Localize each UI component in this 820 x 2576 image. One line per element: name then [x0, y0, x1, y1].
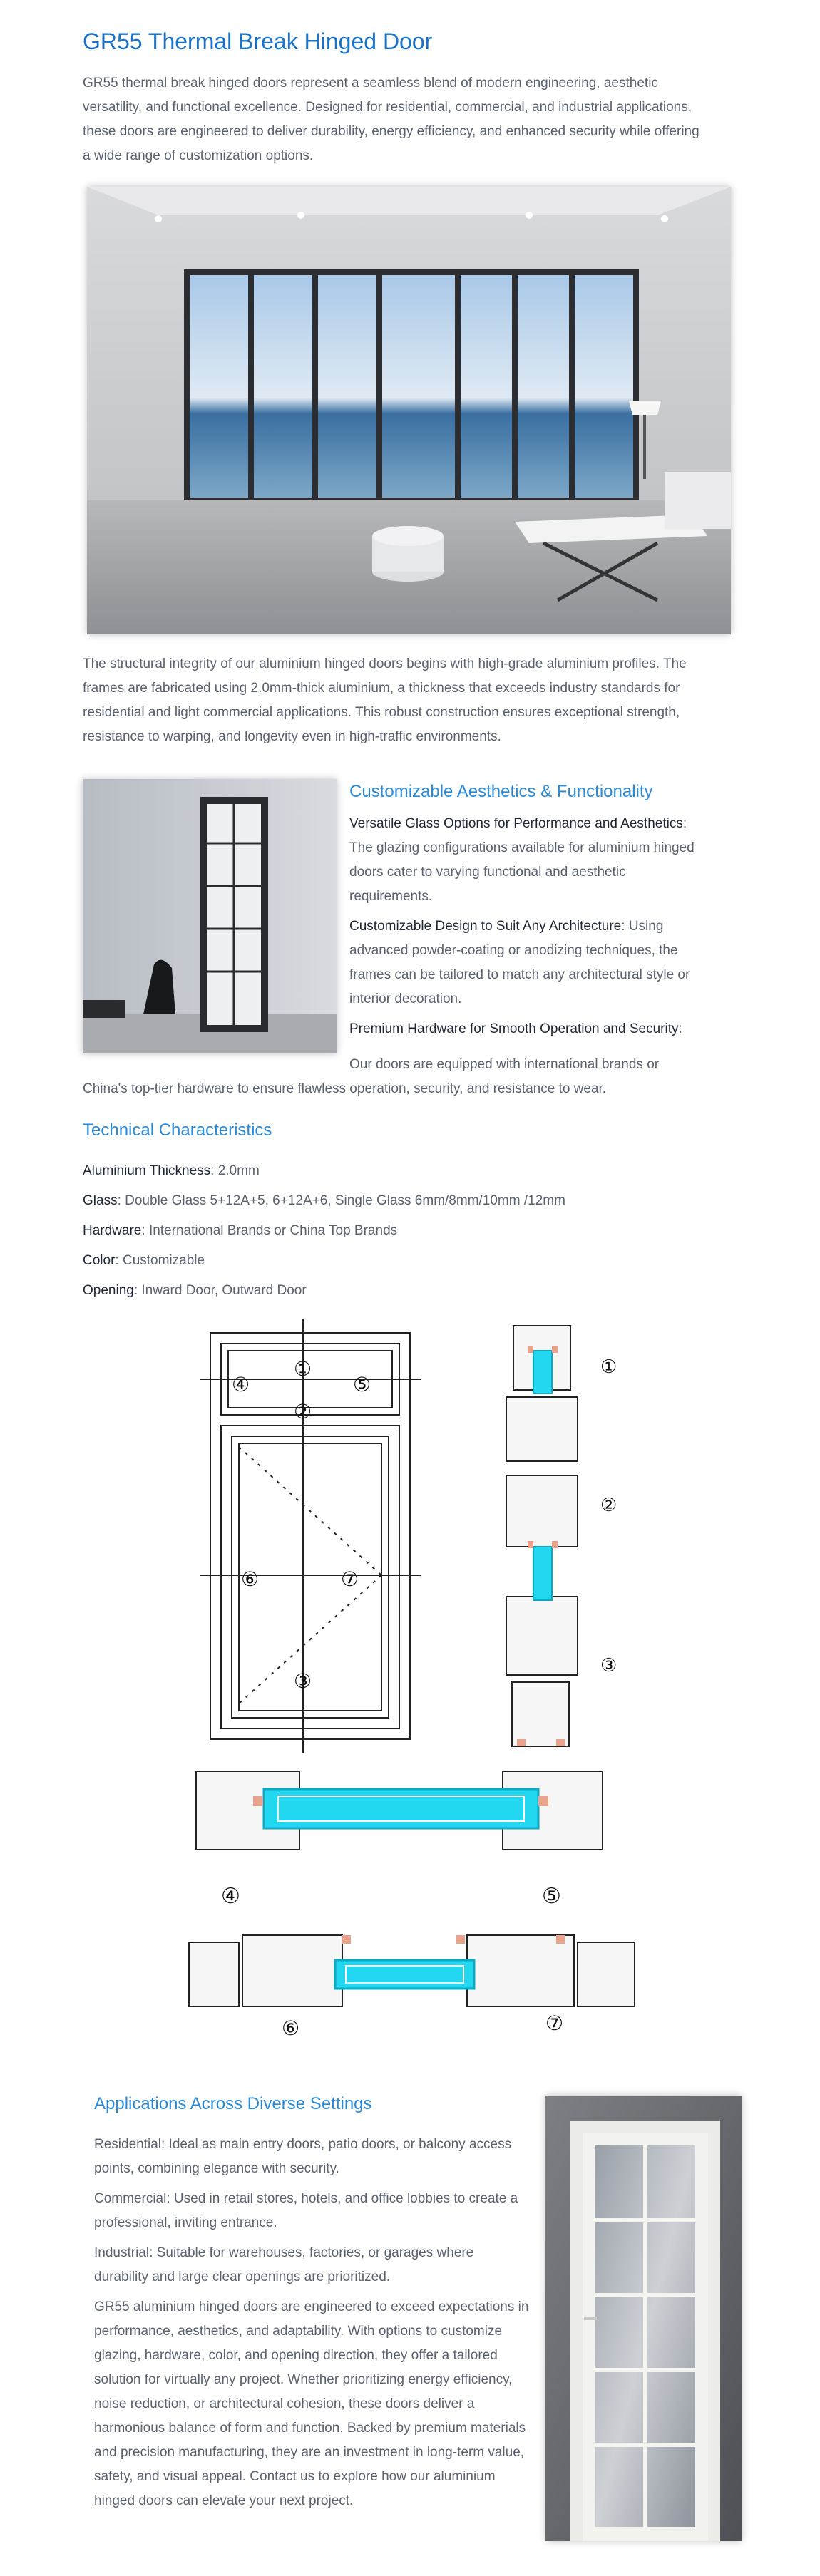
hero-photo — [87, 187, 731, 634]
aesthetics-item-text-wrap: Our doors are equipped with international brands or China's top-tier hardware to ensure flawless operation, security, and resistance to wear. — [83, 1057, 660, 1096]
section-marker-5: ⑤ — [542, 1884, 561, 1909]
marker-5: ⑤ — [353, 1373, 371, 1396]
tech-value: International Brands or China Top Brands — [148, 1223, 398, 1238]
marker-1: ① — [294, 1357, 312, 1381]
section-marker-2: ② — [600, 1495, 617, 1516]
tech-row-hardware: Hardware: International Brands or China Top Brands — [83, 1223, 398, 1238]
tech-value: Double Glass 5+12A+5, 6+12A+6, Single Glass 6mm/8mm/10mm /12mm — [125, 1193, 565, 1208]
applications-paragraph: GR55 aluminium hinged doors are engineered to exceed expectations in performance, aesthetics, and adaptability. With options to customize glazing, hardware, color, and opening direction, they offer a tailored solution for virtually any project. Whether prioritizing energy efficiency, noise reduction, or architectural cohesion, these doors deliver a harmonious balance of form and function. Backed by premium materials and precision manufacturing, they are an investment in long-term value, safety, and visual appeal. Contact us to explore how our aluminium hinged doors can elevate your next project. — [94, 2299, 529, 2508]
applications-heading: Applications Across Diverse Settings — [94, 2094, 372, 2113]
tech-row-color: Color: Customizable — [83, 1253, 205, 1268]
marker-3: ③ — [294, 1669, 312, 1693]
door-photo — [83, 779, 337, 1053]
white-door-photo — [545, 2096, 742, 2541]
applications-paragraph: Industrial: Suitable for warehouses, factories, or garages where durability and large clear openings are prioritized. — [94, 2245, 474, 2284]
section-marker-6: ⑥ — [282, 2016, 300, 2040]
section-marker-1: ① — [600, 1356, 617, 1378]
tech-value: 2.0mm — [217, 1163, 260, 1178]
tech-row-thickness: Aluminium Thickness: 2.0mm — [83, 1163, 260, 1178]
applications-text — [94, 2133, 529, 2513]
aesthetics-item-text: The glazing configurations available for aluminium hinged doors cater to varying functional and aesthetic requirements. — [349, 840, 695, 904]
aesthetics-item-label: Premium Hardware for Smooth Operation and Security — [349, 1021, 679, 1036]
tech-value: Inward Door, Outward Door — [141, 1283, 307, 1298]
applications-paragraph: Commercial: Used in retail stores, hotels, and office lobbies to create a professional, inviting entrance. — [94, 2191, 518, 2230]
page-title: GR55 Thermal Break Hinged Door — [83, 29, 433, 54]
section-marker-4: ④ — [221, 1884, 240, 1909]
tech-label: Aluminium Thickness — [83, 1163, 211, 1178]
aesthetics-item: Premium Hardware for Smooth Operation and Security: — [349, 1021, 682, 1036]
tech-value: Customizable — [122, 1253, 205, 1268]
aesthetics-item: Versatile Glass Options for Performance and Aesthetics: The glazing configurations available for aluminium hinged doors cater to varying functional and aesthetic requirements. — [349, 816, 695, 904]
tech-row-opening: Opening: Inward Door, Outward Door — [83, 1283, 307, 1298]
aesthetics-item-label: Customizable Design to Suit Any Architecture — [349, 919, 622, 934]
structural-paragraph: The structural integrity of our aluminium hinged doors begins with high-grade aluminium profiles. The frames are fabricated using 2.0mm-thick aluminium, a thickness that exceeds industry standards for residential and light commercial applications. This robust construction ensures exceptional strength, resistance to warping, and longevity even in high-traffic environments. — [83, 656, 687, 744]
technical-heading: Technical Characteristics — [83, 1120, 272, 1140]
marker-4: ④ — [232, 1373, 250, 1396]
marker-7: ⑦ — [341, 1567, 359, 1591]
marker-2: ② — [294, 1400, 312, 1423]
technical-drawing — [0, 1312, 820, 2046]
marker-6: ⑥ — [241, 1567, 260, 1591]
aesthetics-block — [349, 782, 706, 1041]
intro-paragraph: GR55 thermal break hinged doors represent a seamless blend of modern engineering, aesthetic versatility, and functional excellence. Designed for residential, commercial, and industrial applications, these doors are engineered to deliver durability, energy efficiency, and enhanced security while offering a wide range of customization options. — [83, 76, 699, 163]
applications-paragraph: Residential: Ideal as main entry doors, patio doors, or balcony access points, combining elegance with security. — [94, 2137, 512, 2176]
section-marker-3: ③ — [600, 1655, 617, 1676]
aesthetics-heading: Customizable Aesthetics & Functionality — [349, 782, 653, 801]
tech-label: Glass — [83, 1193, 118, 1208]
aesthetics-item: Customizable Design to Suit Any Architecture: Using advanced powder-coating or anodizing techniques, the frames can be tailored to match any architectural style or interior decoration. — [349, 919, 690, 1006]
tech-label: Color — [83, 1253, 116, 1268]
aesthetics-item-text: Using advanced powder-coating or anodizing techniques, the frames can be tailored to match any architectural style or interior decoration. — [349, 919, 690, 1006]
section-marker-7: ⑦ — [545, 2011, 564, 2035]
tech-row-glass: Glass: Double Glass 5+12A+5, 6+12A+6, Single Glass 6mm/8mm/10mm /12mm — [83, 1193, 565, 1208]
tech-label: Hardware — [83, 1223, 142, 1238]
aesthetics-item-label: Versatile Glass Options for Performance and Aesthetics — [349, 816, 683, 831]
tech-label: Opening — [83, 1283, 134, 1298]
